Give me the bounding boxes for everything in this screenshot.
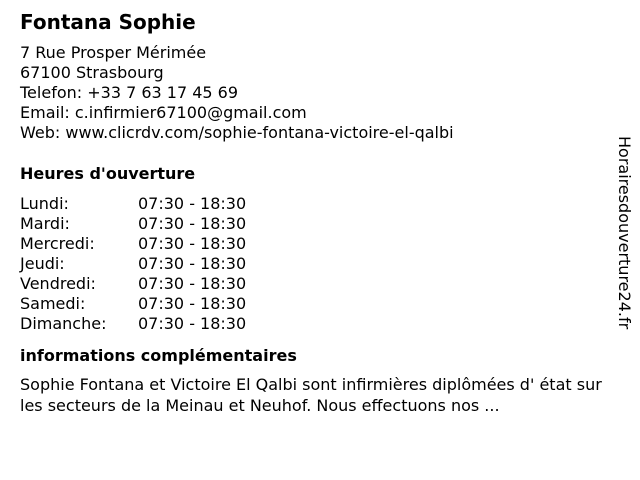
hours-value: 07:30 - 18:30 (138, 294, 247, 313)
hours-row-lundi (20, 194, 246, 214)
business-card (20, 10, 610, 416)
opening-hours-table (20, 194, 246, 334)
day-label: Jeudi: (20, 254, 65, 273)
hours-row-vendredi (20, 274, 246, 294)
day-label: Mardi: (20, 214, 70, 233)
day-label: Dimanche: (20, 314, 107, 333)
address-city: 67100 Strasbourg (20, 63, 164, 82)
day-label: Samedi: (20, 294, 86, 313)
business-name: Fontana Sophie (20, 10, 196, 34)
day-label: Lundi: (20, 194, 69, 213)
day-label: Vendredi: (20, 274, 96, 293)
hours-value: 07:30 - 18:30 (138, 314, 247, 333)
hours-value: 07:30 - 18:30 (138, 194, 247, 213)
hours-row-samedi (20, 294, 246, 314)
phone-line: Telefon: +33 7 63 17 45 69 (20, 83, 239, 102)
hours-row-mardi (20, 214, 246, 234)
additional-info-heading: informations complémentaires (20, 346, 297, 365)
hours-row-mercredi (20, 234, 246, 254)
hours-value: 07:30 - 18:30 (138, 274, 247, 293)
hours-row-jeudi (20, 254, 246, 274)
additional-info-text: Sophie Fontana et Victoire El Qalbi sont infirmières diplômées d' état sur les secteurs de la Meinau et Neuhof. Nous effectuons nos ... (20, 375, 602, 415)
address-street: 7 Rue Prosper Mérimée (20, 43, 207, 62)
hours-row-dimanche (20, 314, 246, 334)
email-line: Email: c.infirmier67100@gmail.com (20, 103, 307, 122)
day-label: Mercredi: (20, 234, 95, 253)
hours-value: 07:30 - 18:30 (138, 234, 247, 253)
hours-value: 07:30 - 18:30 (138, 214, 247, 233)
opening-hours-heading: Heures d'ouverture (20, 164, 196, 183)
site-watermark: Horairesdouverture24.fr (615, 136, 634, 330)
web-line: Web: www.clicrdv.com/sophie-fontana-victoire-el-qalbi (20, 123, 454, 142)
contact-block (20, 43, 610, 143)
hours-value: 07:30 - 18:30 (138, 254, 247, 273)
